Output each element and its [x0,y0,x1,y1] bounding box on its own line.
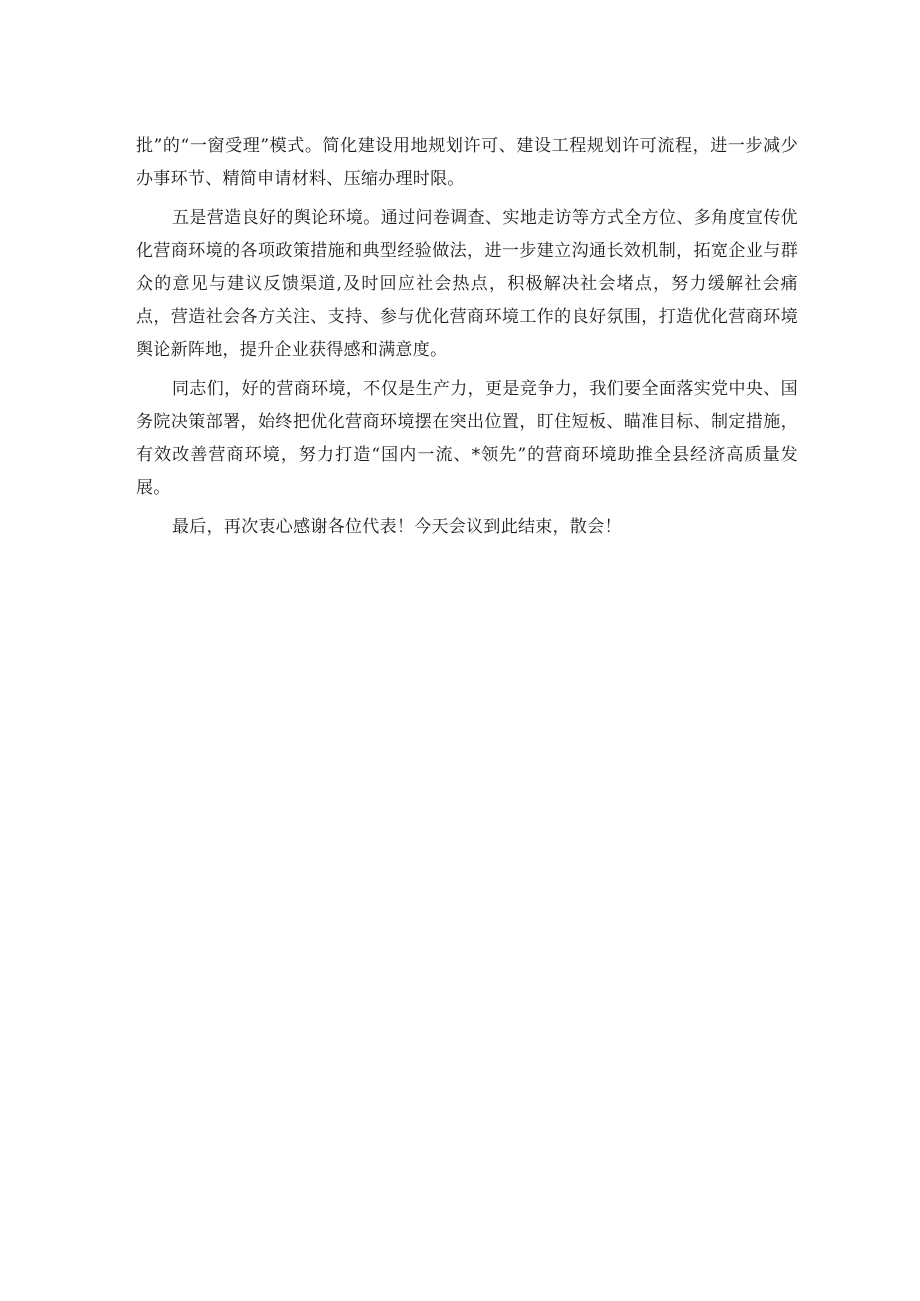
document-body [136,130,798,550]
paragraph-continuation: 批”的“一窗受理”模式。简化建设用地规划许可、建设工程规划许可流程，进一步减少办事环节、精简申请材料、压缩办理时限。 [136,136,798,189]
paragraph-point-five: 五是营造良好的舆论环境。通过问卷调查、实地走访等方式全方位、多角度宣传优化营商环境的各项政策措施和典型经验做法，进一步建立沟通长效机制，拓宽企业与群众的意见与建议反馈渠道,及时回应社会热点，积极解决社会堵点，努力缓解社会痛点，营造社会各方关注、支持、参与优化营商环境工作的良好氛围，打造优化营商环境舆论新阵地，提升企业获得感和满意度。 [136,208,798,360]
paragraph-closing: 最后，再次衷心感谢各位代表！今天会议到此结束，散会！ [172,517,622,537]
paragraph-comrades: 同志们，好的营商环境，不仅是生产力，更是竞争力，我们要全面落实党中央、国务院决策部署，始终把优化营商环境摆在突出位置，盯住短板、瞄准目标、制定措施，有效改善营商环境，努力打造“国内一流、*领先”的营商环境助推全县经济高质量发展。 [136,379,798,498]
